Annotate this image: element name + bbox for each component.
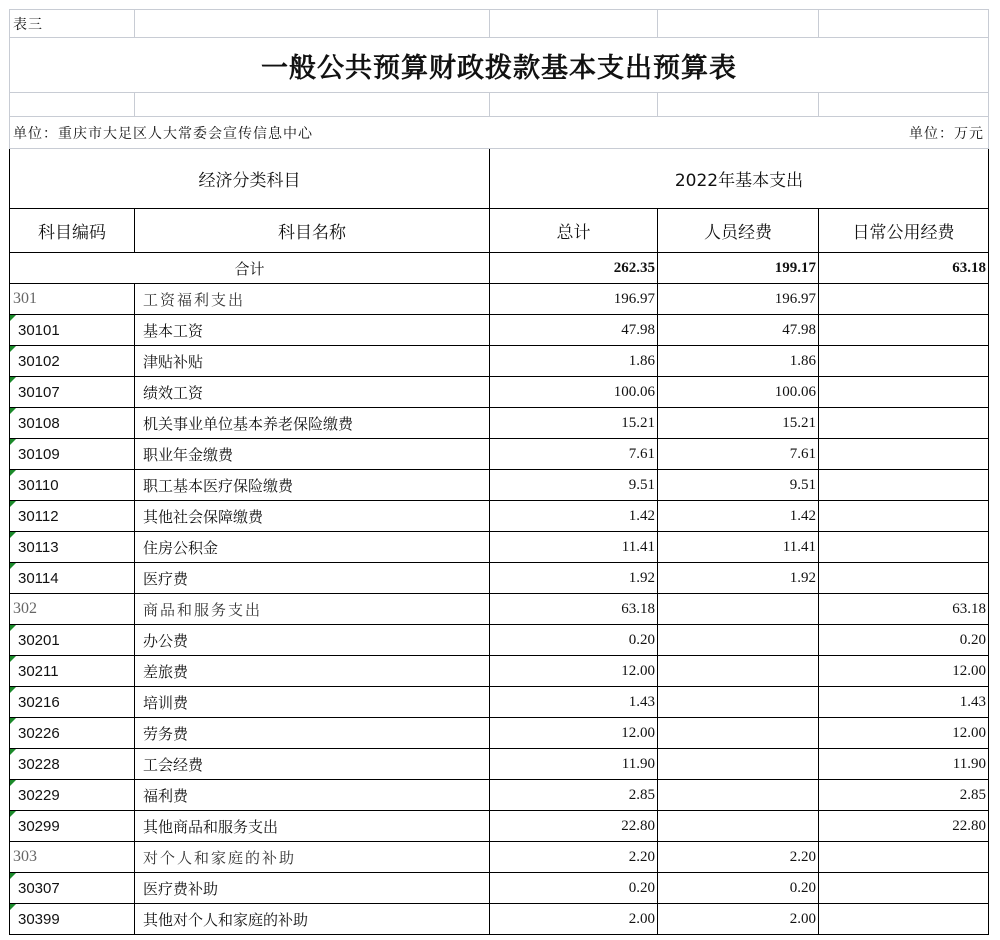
row-public <box>819 873 989 904</box>
row-code: 30108 <box>10 408 135 439</box>
total-total: 262.35 <box>490 253 658 284</box>
row-code: 30229 <box>10 780 135 811</box>
row-name: 办公费 <box>135 625 490 656</box>
table-row <box>10 346 989 377</box>
row-name: 职业年金缴费 <box>135 439 490 470</box>
row-name: 绩效工资 <box>135 377 490 408</box>
table-row <box>10 687 989 718</box>
row-code: 30399 <box>10 904 135 935</box>
row-total: 2.85 <box>490 780 658 811</box>
row-name: 差旅费 <box>135 656 490 687</box>
unit-right: 单位：万元 <box>819 117 989 149</box>
row-total: 0.20 <box>490 625 658 656</box>
row-total: 1.43 <box>490 687 658 718</box>
table-row <box>10 904 989 935</box>
table-row <box>10 439 989 470</box>
table-row <box>10 780 989 811</box>
row-code: 30216 <box>10 687 135 718</box>
row-public <box>819 284 989 315</box>
row-public <box>819 439 989 470</box>
total-label: 合计 <box>10 253 490 284</box>
row-total: 12.00 <box>490 718 658 749</box>
row-public: 63.18 <box>819 594 989 625</box>
table-row <box>10 625 989 656</box>
row-total: 11.90 <box>490 749 658 780</box>
row-total: 1.42 <box>490 501 658 532</box>
table-label: 表三 <box>10 10 135 38</box>
row-name: 工资福利支出 <box>135 284 490 315</box>
row-total: 7.61 <box>490 439 658 470</box>
row-public <box>819 904 989 935</box>
row-personnel: 15.21 <box>658 408 819 439</box>
table-row <box>10 718 989 749</box>
row-code: 30107 <box>10 377 135 408</box>
row-personnel: 9.51 <box>658 470 819 501</box>
table-row <box>10 563 989 594</box>
header-public: 日常公用经费 <box>819 209 989 253</box>
row-code: 30228 <box>10 749 135 780</box>
row-name: 其他社会保障缴费 <box>135 501 490 532</box>
row-public <box>819 501 989 532</box>
row-name: 工会经费 <box>135 749 490 780</box>
row-personnel: 196.97 <box>658 284 819 315</box>
row-public: 12.00 <box>819 718 989 749</box>
row-total: 1.86 <box>490 346 658 377</box>
header-code: 科目编码 <box>10 209 135 253</box>
total-row <box>10 253 989 284</box>
table-body <box>10 284 989 935</box>
row-public <box>819 470 989 501</box>
table-row <box>10 811 989 842</box>
row-total: 2.00 <box>490 904 658 935</box>
row-name: 其他商品和服务支出 <box>135 811 490 842</box>
total-public: 63.18 <box>819 253 989 284</box>
header-personnel: 人员经费 <box>658 209 819 253</box>
row-total: 12.00 <box>490 656 658 687</box>
table-row <box>10 873 989 904</box>
row-public <box>819 408 989 439</box>
table-row <box>10 594 989 625</box>
row-total: 100.06 <box>490 377 658 408</box>
row-name: 对个人和家庭的补助 <box>135 842 490 873</box>
row-code: 30112 <box>10 501 135 532</box>
row-code: 30114 <box>10 563 135 594</box>
row-public <box>819 842 989 873</box>
row-personnel <box>658 656 819 687</box>
table-row <box>10 532 989 563</box>
row-public <box>819 315 989 346</box>
row-personnel: 11.41 <box>658 532 819 563</box>
header-econ-category: 经济分类科目 <box>10 149 490 209</box>
header-total: 总计 <box>490 209 658 253</box>
row-public <box>819 532 989 563</box>
table-row <box>10 284 989 315</box>
row-name: 职工基本医疗保险缴费 <box>135 470 490 501</box>
row-personnel: 100.06 <box>658 377 819 408</box>
row-code: 30201 <box>10 625 135 656</box>
row-code: 30113 <box>10 532 135 563</box>
row-code: 30299 <box>10 811 135 842</box>
row-name: 医疗费 <box>135 563 490 594</box>
row-personnel <box>658 749 819 780</box>
row-name: 住房公积金 <box>135 532 490 563</box>
row-code: 30102 <box>10 346 135 377</box>
unit-left: 单位：重庆市大足区人大常委会宣传信息中心 <box>10 117 819 149</box>
row-personnel: 2.20 <box>658 842 819 873</box>
row-name: 机关事业单位基本养老保险缴费 <box>135 408 490 439</box>
row-name: 医疗费补助 <box>135 873 490 904</box>
table-row <box>10 501 989 532</box>
row-public: 11.90 <box>819 749 989 780</box>
row-total: 2.20 <box>490 842 658 873</box>
row-personnel: 7.61 <box>658 439 819 470</box>
row-name: 津贴补贴 <box>135 346 490 377</box>
row-code: 30226 <box>10 718 135 749</box>
row-total: 11.41 <box>490 532 658 563</box>
row-code: 303 <box>10 842 135 873</box>
row-personnel <box>658 780 819 811</box>
row-public: 12.00 <box>819 656 989 687</box>
row-code: 302 <box>10 594 135 625</box>
row-total: 63.18 <box>490 594 658 625</box>
row-code: 30101 <box>10 315 135 346</box>
row-code: 30110 <box>10 470 135 501</box>
row-personnel: 1.92 <box>658 563 819 594</box>
budget-sheet <box>9 9 989 935</box>
row-personnel: 1.86 <box>658 346 819 377</box>
row-total: 22.80 <box>490 811 658 842</box>
table-row <box>10 315 989 346</box>
row-personnel <box>658 625 819 656</box>
table-row <box>10 842 989 873</box>
row-public: 2.85 <box>819 780 989 811</box>
row-total: 1.92 <box>490 563 658 594</box>
row-code: 30109 <box>10 439 135 470</box>
row-personnel <box>658 594 819 625</box>
row-personnel: 2.00 <box>658 904 819 935</box>
table-row <box>10 377 989 408</box>
row-public: 0.20 <box>819 625 989 656</box>
row-total: 196.97 <box>490 284 658 315</box>
row-name: 商品和服务支出 <box>135 594 490 625</box>
budget-table <box>9 9 989 935</box>
page-title: 一般公共预算财政拨款基本支出预算表 <box>10 38 989 93</box>
row-total: 9.51 <box>490 470 658 501</box>
row-personnel: 0.20 <box>658 873 819 904</box>
header-name: 科目名称 <box>135 209 490 253</box>
table-row <box>10 656 989 687</box>
row-code: 30211 <box>10 656 135 687</box>
row-name: 劳务费 <box>135 718 490 749</box>
row-total: 15.21 <box>490 408 658 439</box>
row-name: 福利费 <box>135 780 490 811</box>
row-public <box>819 346 989 377</box>
row-total: 0.20 <box>490 873 658 904</box>
table-row <box>10 470 989 501</box>
table-row <box>10 408 989 439</box>
row-public <box>819 377 989 408</box>
row-name: 基本工资 <box>135 315 490 346</box>
row-code: 30307 <box>10 873 135 904</box>
row-personnel <box>658 811 819 842</box>
row-personnel <box>658 687 819 718</box>
row-name: 其他对个人和家庭的补助 <box>135 904 490 935</box>
row-code: 301 <box>10 284 135 315</box>
row-personnel: 1.42 <box>658 501 819 532</box>
total-personnel: 199.17 <box>658 253 819 284</box>
row-personnel: 47.98 <box>658 315 819 346</box>
row-name: 培训费 <box>135 687 490 718</box>
row-personnel <box>658 718 819 749</box>
row-public: 22.80 <box>819 811 989 842</box>
row-public: 1.43 <box>819 687 989 718</box>
table-row <box>10 749 989 780</box>
row-total: 47.98 <box>490 315 658 346</box>
row-public <box>819 563 989 594</box>
header-year-expense: 2022年基本支出 <box>490 149 989 209</box>
